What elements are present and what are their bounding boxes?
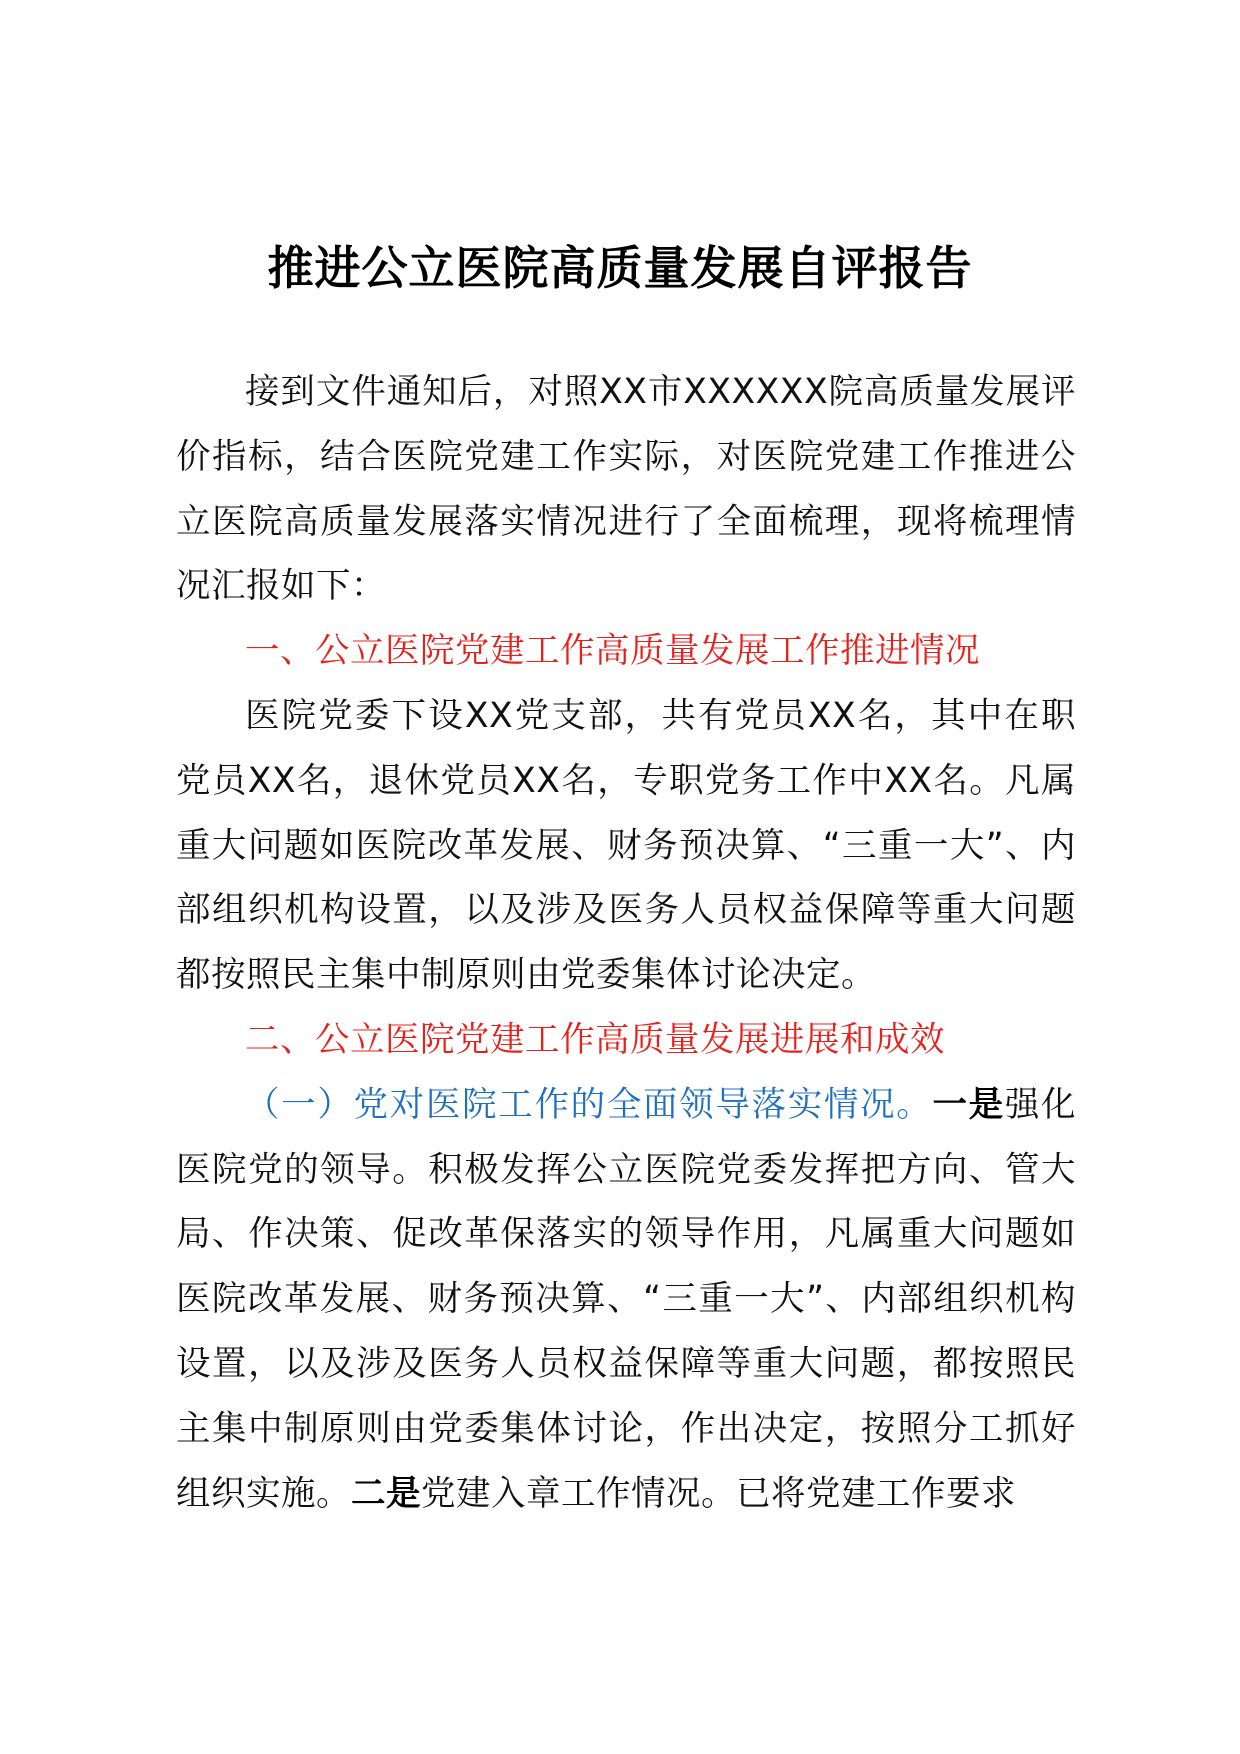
section-1-heading: 一、公立医院党建工作高质量发展工作推进情况	[245, 631, 980, 672]
point-1-text: 强化医院党的领导。积极发挥公立医院党委发挥把方向、管大局、作决策、促改革保落实的领导作用，凡属重大问题如医院改革发展、财务预决算、“三重一大”、内部组织机构设置，以及涉及医务人员权益保障等重大问题，都按照民主集中制原则由党委集体讨论，作出决定，按照分工抓好组织实施。	[176, 1084, 1077, 1514]
document-title: 推进公立医院高质量发展自评报告	[267, 241, 973, 295]
point-2-text: 党建入章工作情况。已将党建工作要求	[421, 1473, 1016, 1514]
point-1-label: 一是	[932, 1084, 1005, 1125]
intro-paragraph: 接到文件通知后，对照XX市XXXXXX院高质量发展评价指标，结合医院党建工作实际，对医院党建工作推进公立医院高质量发展落实情况进行了全面梳理，现将梳理情况汇报如下：	[176, 372, 1076, 607]
point-2-label: 二是	[351, 1473, 421, 1514]
document-body	[176, 360, 1076, 1526]
section-2-heading: 二、公立医院党建工作高质量发展进展和成效	[245, 1019, 945, 1060]
section-2-paragraph	[176, 1073, 1076, 1527]
subsection-1-heading: （一）党对医院工作的全面领导落实情况。	[245, 1084, 933, 1125]
section-1-paragraph: 医院党委下设XX党支部，共有党员XX名，其中在职党员XX名，退休党员XX名，专职党务工作中XX名。凡属重大问题如医院改革发展、财务预决算、“三重一大”、内部组织机构设置，以及涉及医务人员权益保障等重大问题都按照民主集中制原则由党委集体讨论决定。	[176, 695, 1076, 996]
